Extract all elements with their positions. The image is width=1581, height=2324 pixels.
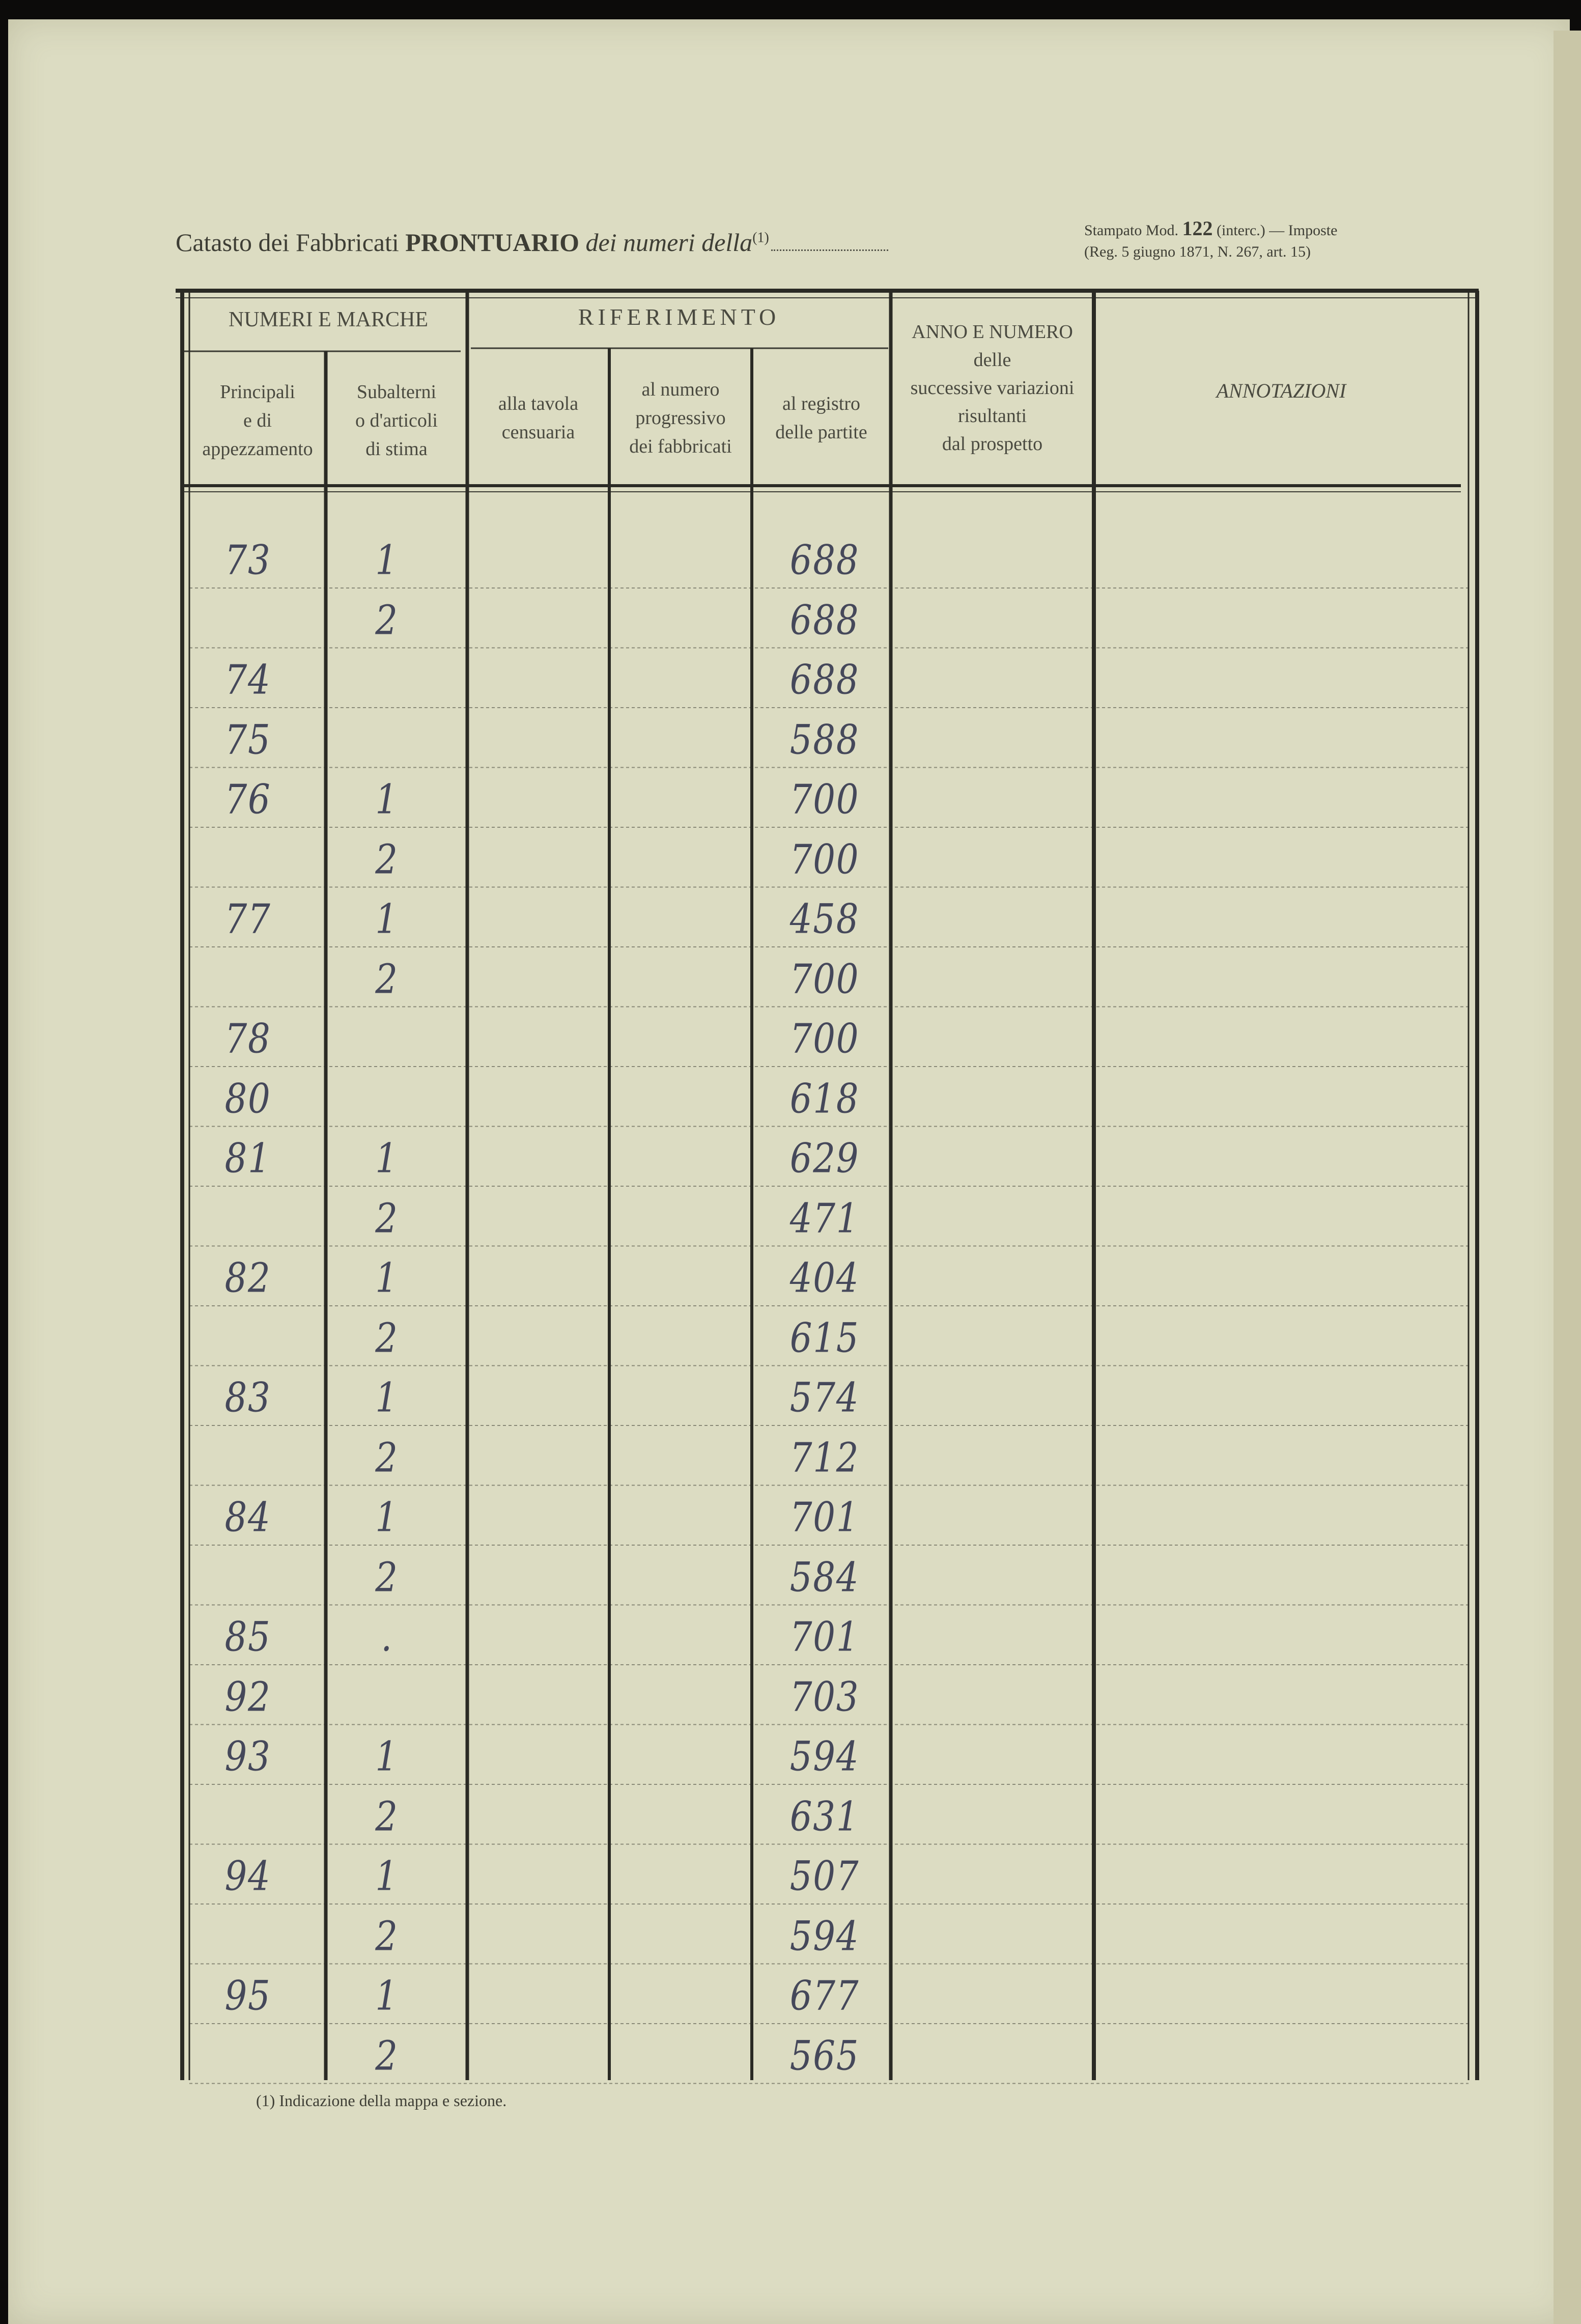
cell-principale: 76 — [224, 775, 271, 823]
cell-registro: 688 — [789, 656, 860, 704]
header-progressivo: al numero progressivo dei fabbricati — [629, 379, 732, 457]
cell-registro: 712 — [789, 1434, 860, 1481]
cell-registro: 507 — [789, 1852, 860, 1900]
cell-subalterno: 1 — [375, 536, 399, 584]
header-numeri-marche: NUMERI E MARCHE — [228, 308, 428, 331]
cell-subalterno: 1 — [375, 1732, 399, 1780]
title-italic: dei numeri della — [585, 228, 753, 257]
cell-subalterno: 2 — [375, 835, 399, 883]
stamp-suffix: (interc.) — Imposte — [1217, 222, 1338, 239]
header-riferimento: RIFERIMENTO — [578, 304, 780, 330]
cell-subalterno: . — [381, 1613, 393, 1661]
cell-registro: 703 — [789, 1673, 860, 1720]
cell-principale: 80 — [224, 1075, 271, 1122]
cell-subalterno: 1 — [375, 1972, 399, 2020]
cell-registro: 700 — [789, 1015, 860, 1062]
cell-registro: 588 — [789, 716, 860, 763]
cell-principale: 93 — [224, 1732, 271, 1780]
cell-registro: 471 — [789, 1194, 860, 1242]
cell-registro: 688 — [789, 596, 860, 643]
cell-subalterno: 2 — [375, 955, 399, 1002]
cell-subalterno: 1 — [375, 1134, 399, 1182]
cell-registro: 688 — [789, 536, 860, 584]
cell-subalterno: 2 — [375, 1194, 399, 1242]
header-annotazioni: ANNOTAZIONI — [1216, 379, 1346, 402]
cell-principale: 82 — [224, 1254, 271, 1302]
cell-subalterno: 2 — [375, 1434, 399, 1481]
cell-subalterno: 1 — [375, 1254, 399, 1302]
cell-registro: 584 — [789, 1553, 860, 1601]
cell-registro: 631 — [789, 1793, 860, 1840]
cell-subalterno: 2 — [375, 1314, 399, 1361]
cell-registro: 701 — [789, 1613, 860, 1661]
cell-principale: 92 — [224, 1673, 271, 1720]
cell-subalterno: 1 — [375, 775, 399, 823]
cell-principale: 84 — [224, 1493, 271, 1541]
cell-subalterno: 2 — [375, 1553, 399, 1601]
cell-registro: 565 — [789, 2032, 860, 2079]
cell-principale: 83 — [224, 1374, 271, 1421]
cell-registro: 404 — [789, 1254, 860, 1302]
cell-principale: 81 — [224, 1134, 271, 1182]
footnote: (1) Indicazione della mappa e sezione. — [256, 2091, 507, 2110]
cell-subalterno: 2 — [375, 2032, 399, 2079]
header-registro: al registro delle partite — [775, 393, 867, 443]
header-anno-numero: ANNO E NUMERO delle successive variazioni risultanti dal prospetto — [910, 321, 1075, 455]
cell-subalterno: 2 — [375, 596, 399, 643]
header-tavola: alla tavola censuaria — [498, 393, 579, 443]
cell-subalterno: 2 — [375, 1912, 399, 1959]
cell-registro: 701 — [789, 1493, 860, 1541]
cell-registro: 677 — [789, 1972, 860, 2020]
cell-subalterno: 1 — [375, 1493, 399, 1541]
stamp-line-2: (Reg. 5 giugno 1871, N. 267, art. 15) — [1084, 243, 1311, 260]
cell-subalterno: 1 — [375, 895, 399, 943]
cell-principale: 75 — [224, 716, 271, 763]
cell-registro: 629 — [789, 1134, 860, 1182]
header-subalterni: Subalterni o d'articoli di stima — [355, 381, 438, 460]
header-principali: Principali e di appezzamento — [202, 381, 313, 460]
cell-registro: 700 — [789, 775, 860, 823]
cell-principale: 85 — [224, 1613, 271, 1661]
cell-principale: 95 — [224, 1972, 271, 2020]
title-prefix: Catasto dei Fabbricati — [176, 228, 399, 257]
cell-subalterno: 1 — [375, 1852, 399, 1900]
cell-principale: 94 — [224, 1852, 271, 1900]
stamp-label: Stampato Mod. — [1084, 222, 1178, 239]
cell-registro: 618 — [789, 1075, 860, 1122]
cell-registro: 615 — [789, 1314, 860, 1361]
title-bold: PRONTUARIO — [405, 228, 579, 257]
cell-registro: 700 — [789, 835, 860, 883]
stamp-model-number: 122 — [1182, 217, 1213, 240]
cell-subalterno: 2 — [375, 1793, 399, 1840]
cell-principale: 77 — [224, 895, 271, 943]
cell-registro: 594 — [789, 1732, 860, 1780]
cell-principale: 74 — [224, 656, 271, 704]
cell-registro: 458 — [789, 895, 860, 943]
cell-subalterno: 1 — [375, 1374, 399, 1421]
cell-principale: 78 — [224, 1015, 271, 1062]
cell-registro: 594 — [789, 1912, 860, 1959]
cell-registro: 700 — [789, 955, 860, 1002]
cell-principale: 73 — [224, 536, 271, 584]
title-note-mark: (1) — [752, 230, 769, 246]
cell-registro: 574 — [789, 1374, 860, 1421]
